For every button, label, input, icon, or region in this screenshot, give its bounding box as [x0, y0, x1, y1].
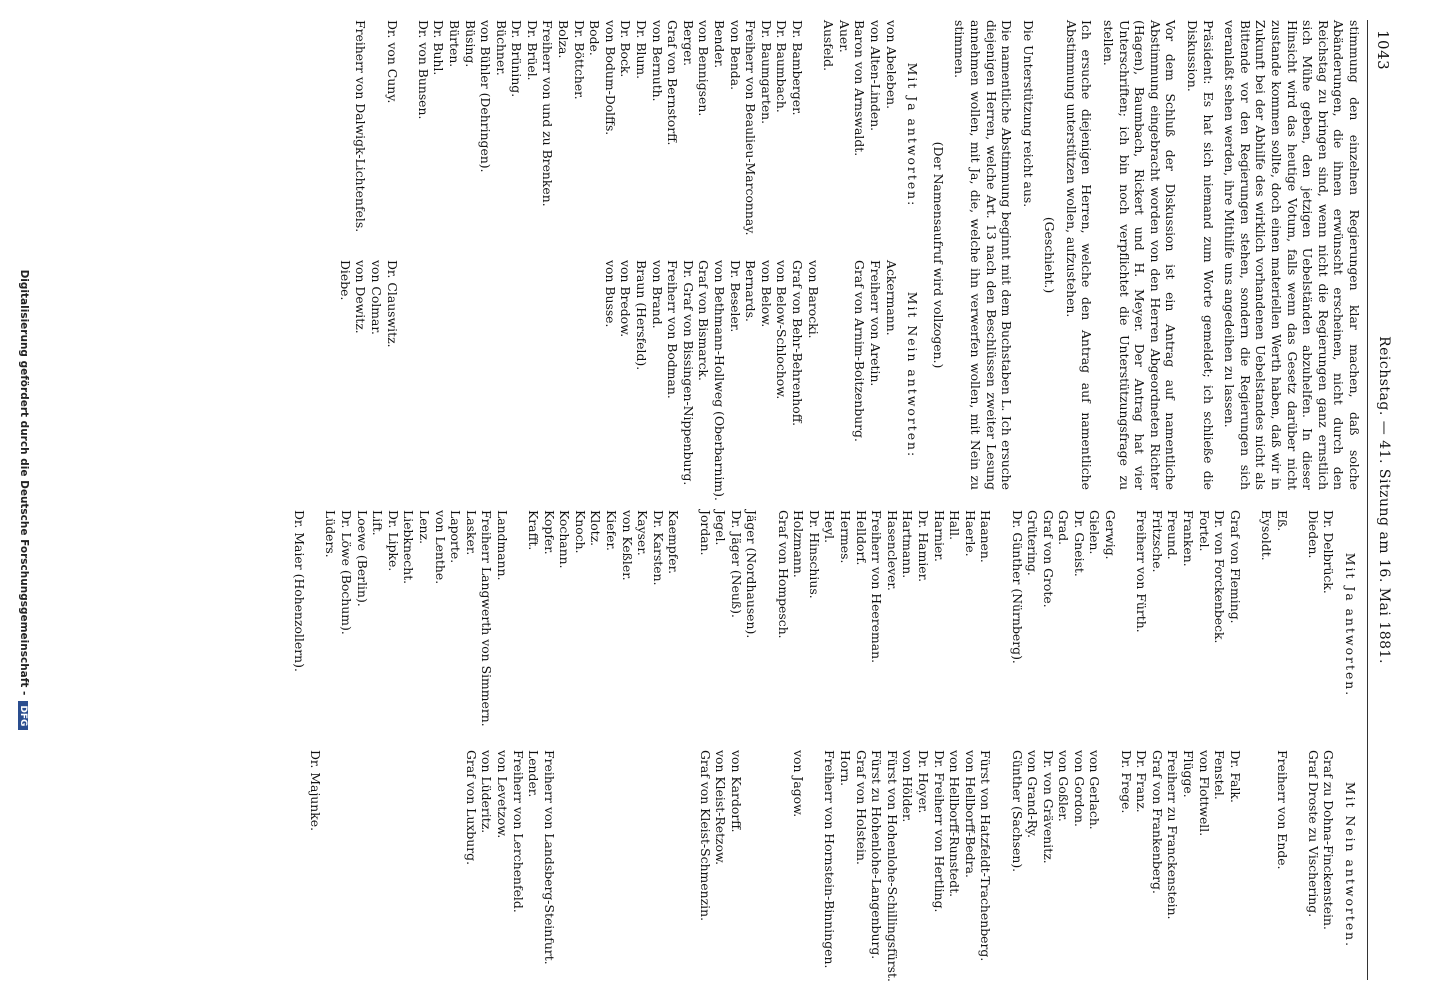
stage-direction: (Geschieht.): [1042, 216, 1058, 294]
member-name: [759, 750, 775, 980]
member-name: [619, 750, 635, 980]
member-name: Dr. Karsten.: [650, 510, 666, 586]
member-name: von Dewitz.: [353, 260, 369, 334]
member-name: [370, 750, 386, 980]
member-name: [540, 260, 556, 490]
member-name: [572, 750, 588, 980]
member-name: Dr. von Cuny.: [384, 20, 400, 104]
member-name: Graf von Grote.: [1040, 510, 1056, 608]
member-name: Dr. von Forckenbeck.: [1212, 510, 1228, 644]
member-name: [775, 750, 791, 980]
member-name: [401, 750, 417, 980]
member-name: von Bernuth.: [649, 20, 665, 102]
member-name: Dr. Baumgarten.: [758, 20, 774, 125]
member-name: von Busse.: [602, 260, 618, 328]
member-name: [354, 750, 370, 980]
member-name: [323, 750, 339, 980]
member-name: [759, 510, 775, 740]
member-name: [524, 260, 540, 490]
member-name: [1243, 750, 1259, 980]
member-name: Bender.: [712, 20, 728, 69]
member-name: Freiherr von Lerchenfeld.: [510, 750, 526, 913]
member-name: Eß.: [1274, 510, 1290, 532]
member-name: Freiherr zu Franckenstein.: [1165, 750, 1181, 920]
member-name: von Hölder.: [900, 750, 916, 823]
member-name: Dr. Franz.: [1134, 750, 1150, 813]
digitization-credit: [18, 20, 30, 980]
member-name: Jordan.: [697, 510, 713, 556]
member-name: [431, 260, 447, 490]
member-name: Bernards.: [743, 260, 759, 322]
member-name: [446, 260, 462, 490]
member-name: [635, 750, 651, 980]
member-name: [805, 20, 821, 250]
member-name: [557, 750, 573, 980]
member-name: Kiefer.: [604, 510, 620, 551]
member-name: Dr. Böttcher.: [571, 20, 587, 100]
member-name: [493, 260, 509, 490]
member-name: Fürst von Hohenlohe-Schillingsfürst.: [884, 750, 900, 982]
member-name: Dr. Blum.: [634, 20, 650, 80]
member-name: Dr. Beseler.: [727, 260, 743, 333]
nein-heading: Mit Nein antworten:: [905, 291, 921, 459]
ja-heading: Mit Ja antworten:: [905, 62, 921, 208]
member-name: Dr. Baumbach.: [774, 20, 790, 113]
member-name: Graf zu Dohna-Finckenstein.: [1321, 750, 1337, 930]
member-name: von Gordon.: [1071, 750, 1087, 827]
member-name: [821, 260, 837, 490]
member-name: Baron von Arnswaldt.: [852, 20, 868, 157]
member-name: Büchner.: [493, 20, 509, 76]
member-name: Graf von Behr-Behrenhoff.: [790, 260, 805, 427]
member-name: Dr. Clauswitz.: [384, 260, 400, 348]
stage-direction: (Der Namensaufruf wird vollzogen.): [930, 141, 946, 369]
member-name: Freiherr von Heereman.: [869, 510, 885, 664]
member-name: von Keßler.: [619, 510, 635, 581]
member-name: Graf von Fleming.: [1227, 510, 1243, 624]
member-name: von Hellborff-Bedra.: [962, 750, 978, 878]
credit-text: Digitalisierung gefördert durch die Deutsche Forschungsgemeinschaft -: [18, 269, 30, 696]
member-name: Lüders.: [323, 510, 339, 558]
member-name: Graf von Hompesch.: [775, 510, 791, 639]
member-name: Freiherr von Fürth.: [1134, 510, 1150, 633]
member-name: Freiherr von Bodman.: [665, 260, 681, 399]
member-name: Graf von Frankenberg.: [1149, 750, 1165, 894]
member-name: Krafft.: [526, 510, 542, 551]
member-name: Berger.: [680, 20, 696, 67]
member-name: von Benda.: [727, 20, 743, 91]
member-name: Dr. Hinschius.: [806, 510, 822, 599]
member-name: [650, 750, 666, 980]
member-name: Dr. Majunke.: [307, 750, 323, 832]
member-name: Grad.: [1056, 510, 1072, 546]
member-name: [571, 260, 587, 490]
member-name: von Goßler.: [1056, 750, 1072, 822]
nein-heading: Mit Nein antworten.: [1343, 781, 1358, 949]
member-name: [993, 750, 1009, 980]
member-name: Lenz.: [416, 510, 432, 545]
member-name: Eysoldt.: [1259, 510, 1275, 561]
member-name: Freiherr von Landsberg-Steinfurt.: [541, 750, 557, 965]
member-name: Freiherr Langwerth von Simmern.: [479, 510, 495, 727]
member-name: von Colmar.: [368, 260, 384, 335]
member-name: Dr. Delbrück.: [1321, 510, 1337, 594]
page-header: [1366, 0, 1392, 1000]
member-name: Laporte.: [448, 510, 464, 564]
member-name: Graf Droste zu Vischering.: [1305, 750, 1321, 918]
member-name: Kochann.: [557, 510, 573, 569]
member-name: von Abeleben.: [883, 20, 899, 110]
ja-list: [337, 20, 924, 250]
paragraph: stimmung den einzelnen Regierungen klar machen, daß solche Abänderungen, die ihnen erwünscht erscheinen, nicht durch den Reichstag zu bringen sind, wenn nicht die Regierungen ganz ernstlich sich Mühe geben, den jetzigen Uebelständen abzuhelfen. In dieser Hinsicht wird das heutige Votum, falls wenn das Gesetz darüber nicht zustande kommen sollte, doch einen materiellen Werth haben, daß wir in Zukunft bei der Abhilfe des wirklich vorhandenen Uebelstandes nicht als Bittende vor den Regierungen stehen, sondern die Regierungen sich veranlaßt sehen werden, ihre Mithilfe uns angedeihen zu lassen.: [1222, 20, 1362, 490]
member-name: Freiherr von und zu Brenken.: [540, 20, 556, 207]
member-name: Dr. Graf von Bissingen-Nippenburg.: [680, 260, 696, 486]
member-name: [993, 510, 1009, 740]
member-name: Dr. von Bunsen.: [415, 20, 431, 120]
member-name: [307, 510, 323, 740]
member-name: Hall.: [947, 510, 963, 541]
member-name: Fenstel.: [1212, 750, 1228, 800]
member-name: [416, 750, 432, 980]
member-name: Jegel.: [713, 510, 729, 546]
member-name: von Hellborff-Runstedt.: [947, 750, 963, 898]
member-name: Bürten.: [446, 20, 462, 68]
member-name: [432, 750, 448, 980]
member-name: Dr. Hoyer.: [915, 750, 931, 814]
member-name: Dr. Buhl.: [431, 20, 447, 76]
member-name: Heyl.: [822, 510, 838, 544]
member-name: Dr. Hamier.: [915, 510, 931, 583]
member-name: [1290, 510, 1306, 740]
member-name: Graf von Bernstorff.: [665, 20, 681, 146]
member-name: [1103, 750, 1119, 980]
member-name: Dr. Brüel.: [524, 20, 540, 81]
member-name: [1243, 510, 1259, 740]
member-name: Hermes.: [838, 510, 853, 564]
member-name: [448, 750, 464, 980]
member-name: Loewe (Berlin).: [354, 510, 370, 607]
member-name: [1258, 750, 1274, 980]
member-name: Freund.: [1165, 510, 1181, 560]
member-name: Knoch.: [572, 510, 588, 554]
member-name: Haanen.: [978, 510, 994, 563]
member-name: [478, 260, 494, 490]
nein-list: [292, 750, 1362, 980]
member-name: von Alten-Linden.: [867, 20, 883, 132]
member-name: Dr. Falk.: [1227, 750, 1243, 803]
member-name: Graf von Holstein.: [853, 750, 869, 865]
member-name: Landmann.: [494, 510, 510, 581]
member-name: Kaempfer.: [666, 510, 682, 575]
member-name: Günther (Sachsen).: [1009, 750, 1025, 873]
member-name: [556, 260, 572, 490]
member-name: [806, 750, 822, 980]
member-name: Ackermann.: [883, 260, 899, 336]
member-name: [666, 750, 682, 980]
member-name: Dieden.: [1305, 510, 1321, 559]
member-name: Flügge.: [1181, 750, 1197, 798]
dfg-logo: DFG: [18, 701, 28, 730]
member-name: von Bethmann-Hollweg (Oberbarnim).: [712, 260, 728, 501]
nein-list: [337, 260, 924, 501]
page-title: Reichstag. — 41. Sitzung am 16. Mai 1881.: [1376, 336, 1392, 664]
column-right: [292, 510, 1362, 980]
member-name: Gielen.: [1087, 510, 1103, 555]
ja-list: [292, 510, 1362, 740]
member-name: Franken.: [1181, 510, 1197, 567]
member-name: Braun (Hersfeld).: [634, 260, 650, 371]
member-name: Dr. Günther (Nürnberg).: [1009, 510, 1025, 664]
paragraph: Die Unterstützung reicht aus.: [1020, 20, 1036, 208]
member-name: Ausfeld.: [821, 20, 837, 72]
paragraph: Die namentliche Abstimmung beginnt mit dem Buchstaben L. Ich ersuche diejenigen Herren, welche Art. 13 nach den Beschlüssen zweiter Lesung annehmen wollen, mit Ja, die, welche ihn verwerfen wollen, mit Nein zu stimmen.: [952, 20, 1015, 490]
member-name: Bode.: [587, 20, 603, 56]
member-name: von Brand.: [649, 260, 665, 329]
member-name: Helldorf.: [853, 510, 869, 566]
member-name: Bolza.: [556, 20, 572, 59]
member-name: Lender.: [526, 750, 542, 798]
member-name: [385, 750, 401, 980]
member-name: Fortel.: [1196, 510, 1212, 552]
member-name: Lasker.: [463, 510, 479, 556]
page-number: 1043: [1374, 30, 1392, 71]
column-left: [337, 20, 1362, 501]
paragraph: Ich ersuche diejenigen Herren, welche den Antrag auf namentliche Abstimmung unterstützen wollen, aufzustehen.: [1063, 20, 1095, 490]
member-name: [509, 260, 525, 490]
member-name: [338, 750, 354, 980]
member-name: Freiherr von Beaulieu-Marconnay.: [743, 20, 759, 236]
member-name: Harnier.: [931, 510, 947, 562]
member-name: Hasenclever.: [884, 510, 900, 591]
member-name: Klotz.: [588, 510, 604, 547]
member-name: [587, 260, 603, 490]
member-name: [1118, 510, 1134, 740]
member-name: von Bühler (Dehringen).: [478, 20, 494, 173]
header-rule: [1367, 20, 1368, 980]
member-name: Dr. von Grävenitz.: [1040, 750, 1056, 864]
member-name: Dr. Jäger (Neuß).: [728, 510, 744, 618]
member-name: von Below-Schlochow.: [774, 260, 790, 400]
member-name: Freiherr von Dalwigk-Lichtenfels.: [353, 20, 369, 233]
member-name: [400, 20, 416, 250]
member-name: Gerwig.: [1103, 510, 1119, 560]
member-name: Fürst von Hatzfeldt-Trachenberg.: [978, 750, 994, 962]
member-name: Dr. Bock.: [618, 20, 634, 78]
member-name: von Kleist-Retzow.: [713, 750, 729, 866]
member-name: Freiherr von Aretin.: [867, 260, 883, 387]
member-name: Graf von Arnim-Boitzenburg.: [852, 260, 868, 442]
member-name: [681, 750, 697, 980]
member-name: Holzmann.: [791, 510, 807, 578]
member-name: Graf von Kleist-Schmenzin.: [697, 750, 713, 922]
member-name: Jäger (Nordhausen).: [744, 510, 760, 639]
member-name: Liebknecht.: [401, 510, 417, 585]
member-name: von Bennigsen.: [696, 20, 712, 117]
member-name: von Barocki.: [805, 260, 821, 339]
member-name: Hartmann.: [900, 510, 916, 579]
member-name: Dr. Lipke.: [385, 510, 401, 572]
member-name: Dr. Brüning.: [509, 20, 525, 98]
paragraph: Präsident: Es hat sich niemand zum Worte gemeldet; ich schließe die Diskussion.: [1185, 20, 1216, 490]
member-name: von Kardorff.: [728, 750, 744, 833]
member-name: Grütering.: [1025, 510, 1041, 576]
member-name: [462, 260, 478, 490]
member-name: Dr. Maier (Hohenzollern).: [292, 510, 308, 672]
member-name: von Lenthe.: [432, 510, 448, 585]
member-name: [510, 510, 526, 740]
member-name: Dr. Bamberger.: [790, 20, 805, 116]
member-name: von Flottwell.: [1196, 750, 1212, 837]
member-name: von Lüderitz.: [479, 750, 495, 834]
member-name: [400, 260, 416, 490]
member-name: [681, 510, 697, 740]
ja-heading: Mit Ja antworten.: [1343, 552, 1358, 698]
member-name: Kayser.: [635, 510, 651, 556]
member-name: Haerle.: [962, 510, 978, 557]
member-name: [744, 750, 760, 980]
member-name: von Bodum-Dolffs.: [602, 20, 618, 136]
member-name: Graf von Luxburg.: [463, 750, 479, 866]
member-name: Büsing.: [462, 20, 478, 68]
member-name: Lift.: [370, 510, 386, 536]
member-name: Fürst zu Hohenlohe-Langenburg.: [869, 750, 885, 960]
member-name: von Jagow.: [791, 750, 807, 818]
member-name: [836, 260, 852, 490]
member-name: Horn.: [838, 750, 853, 787]
member-name: von Bredow.: [618, 260, 634, 338]
member-name: Freiherr von Hornstein-Binningen.: [822, 750, 838, 969]
member-name: Dr. Gneist.: [1071, 510, 1087, 577]
paragraph: Vor dem Schluß der Diskussion ist ein Antrag auf namentliche Abstimmung eingebracht worden von den Herren Abgeordneten Richter (Hagen), Baumbach, Rickert und H. Meyer. Der Antrag hat vier Unterschriften; ich bin noch verpflichtet die Unterstützungsfrage zu stellen.: [1101, 20, 1179, 490]
member-name: Fritzsche.: [1149, 510, 1165, 573]
member-name: von Gerlach.: [1087, 750, 1103, 830]
member-name: von Grand-Ry.: [1025, 750, 1041, 839]
member-name: Dr. Freiherr von Hertling.: [931, 750, 947, 913]
member-name: Graf von Bismarck.: [696, 260, 712, 381]
member-name: Kopfer.: [541, 510, 557, 555]
member-name: Auer.: [836, 20, 852, 53]
member-name: von Levetzow.: [494, 750, 510, 839]
member-name: Dr. Löwe (Bochum).: [339, 510, 354, 635]
member-name: [1290, 750, 1306, 980]
member-name: Dr. Frege.: [1118, 750, 1134, 814]
member-name: von Below.: [758, 260, 774, 328]
member-name: [415, 260, 431, 490]
member-name: Freiherr von Ende.: [1274, 750, 1290, 870]
member-name: [604, 750, 620, 980]
member-name: [368, 20, 384, 250]
member-name: Diebe.: [337, 260, 353, 301]
member-name: [588, 750, 604, 980]
